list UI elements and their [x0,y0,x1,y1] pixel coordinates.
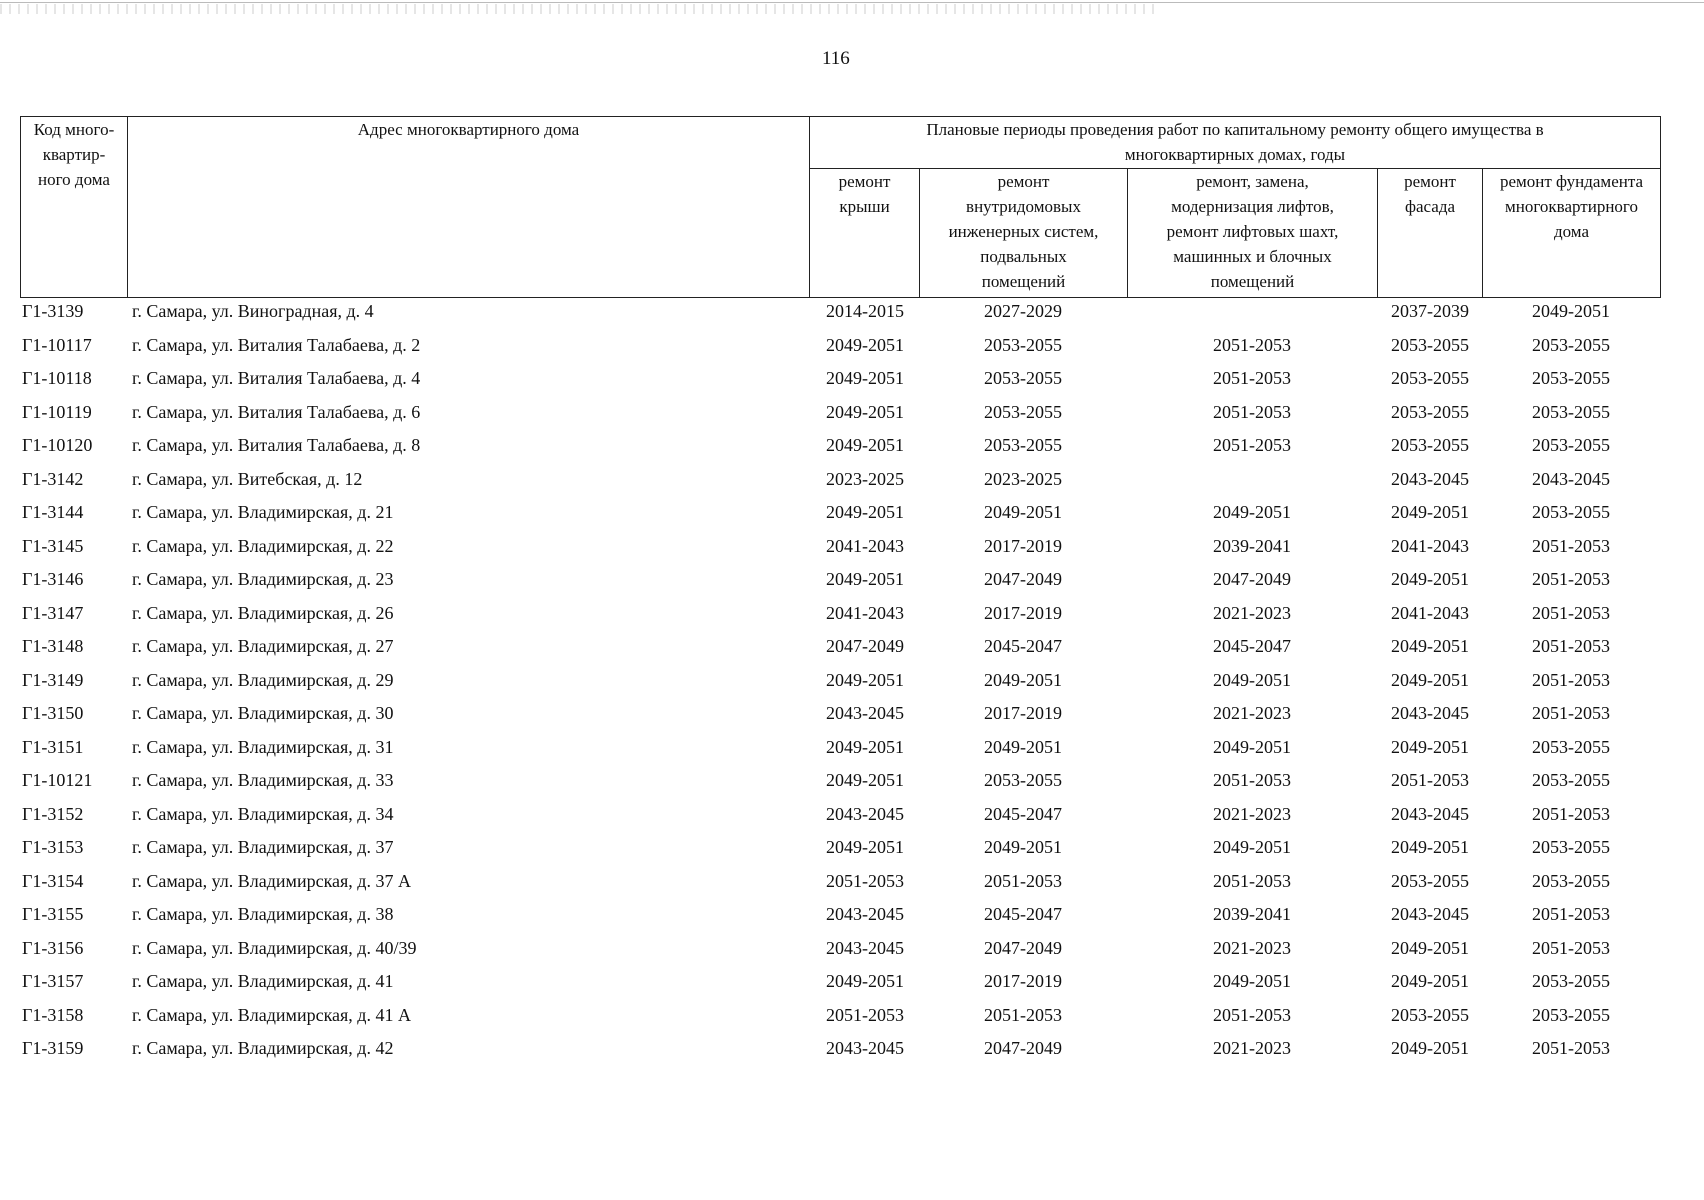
cell-foundation: 2053-2055 [1532,1005,1610,1025]
cell-roof: 2023-2025 [826,469,904,489]
cell-address: г. Самара, ул. Владимирская, д. 37 А [132,871,411,891]
cell-lift: 2049-2051 [1213,737,1291,757]
cell-engineering: 2049-2051 [984,670,1062,690]
cell-foundation: 2051-2053 [1532,938,1610,958]
cell-facade: 2043-2045 [1391,904,1469,924]
table-row [0,737,1704,771]
cell-roof: 2049-2051 [826,335,904,355]
cell-foundation: 2053-2055 [1532,837,1610,857]
cell-engineering: 2045-2047 [984,904,1062,924]
cell-roof: 2047-2049 [826,636,904,656]
header-code: Код много- квартир- ного дома [20,116,128,298]
cell-roof: 2049-2051 [826,569,904,589]
cell-address: г. Самара, ул. Владимирская, д. 40/39 [132,938,417,958]
table-row [0,435,1704,469]
table-row [0,670,1704,704]
cell-foundation: 2051-2053 [1532,536,1610,556]
cell-address: г. Самара, ул. Владимирская, д. 41 А [132,1005,411,1025]
cell-lift: 2051-2053 [1213,770,1291,790]
cell-address: г. Самара, ул. Витебская, д. 12 [132,469,363,489]
header-engineering: ремонт внутридомовых инженерных систем, подвальных помещений [919,168,1128,298]
cell-lift: 2049-2051 [1213,670,1291,690]
table-row [0,871,1704,905]
cell-code: Г1-3152 [22,804,84,824]
cell-address: г. Самара, ул. Владимирская, д. 41 [132,971,394,991]
cell-roof: 2051-2053 [826,871,904,891]
cell-foundation: 2053-2055 [1532,368,1610,388]
cell-engineering: 2047-2049 [984,938,1062,958]
cell-engineering: 2053-2055 [984,402,1062,422]
cell-roof: 2043-2045 [826,804,904,824]
cell-code: Г1-3154 [22,871,84,891]
cell-roof: 2049-2051 [826,368,904,388]
header-foundation: ремонт фундамента многоквартирного дома [1482,168,1661,298]
cell-engineering: 2053-2055 [984,435,1062,455]
cell-engineering: 2049-2051 [984,502,1062,522]
cell-engineering: 2017-2019 [984,536,1062,556]
cell-foundation: 2053-2055 [1532,871,1610,891]
cell-code: Г1-10119 [22,402,92,422]
header-facade: ремонт фасада [1377,168,1483,298]
cell-foundation: 2053-2055 [1532,402,1610,422]
cell-code: Г1-10120 [22,435,93,455]
cell-engineering: 2053-2055 [984,335,1062,355]
cell-engineering: 2049-2051 [984,737,1062,757]
cell-roof: 2043-2045 [826,703,904,723]
cell-facade: 2049-2051 [1391,636,1469,656]
cell-roof: 2051-2053 [826,1005,904,1025]
cell-facade: 2049-2051 [1391,737,1469,757]
cell-facade: 2053-2055 [1391,335,1469,355]
cell-lift: 2051-2053 [1213,402,1291,422]
cell-engineering: 2053-2055 [984,368,1062,388]
cell-facade: 2049-2051 [1391,569,1469,589]
cell-lift: 2051-2053 [1213,368,1291,388]
table-row [0,469,1704,503]
table-row [0,904,1704,938]
cell-roof: 2049-2051 [826,435,904,455]
cell-facade: 2049-2051 [1391,1038,1469,1058]
cell-lift: 2021-2023 [1213,703,1291,723]
cell-address: г. Самара, ул. Владимирская, д. 34 [132,804,394,824]
header-periods: Плановые периоды проведения работ по капитальному ремонту общего имущества в многоквартирных домах, годы [809,116,1661,169]
table-row [0,971,1704,1005]
cell-code: Г1-3149 [22,670,84,690]
cell-address: г. Самара, ул. Виталия Талабаева, д. 4 [132,368,421,388]
cell-address: г. Самара, ул. Владимирская, д. 26 [132,603,394,623]
cell-facade: 2043-2045 [1391,703,1469,723]
cell-code: Г1-3158 [22,1005,84,1025]
cell-address: г. Самара, ул. Владимирская, д. 21 [132,502,394,522]
cell-engineering: 2053-2055 [984,770,1062,790]
cell-code: Г1-3147 [22,603,84,623]
header-address: Адрес многоквартирного дома [127,116,810,298]
cell-roof: 2049-2051 [826,971,904,991]
cell-foundation: 2053-2055 [1532,971,1610,991]
cell-engineering: 2047-2049 [984,569,1062,589]
cell-address: г. Самара, ул. Владимирская, д. 38 [132,904,394,924]
page-number: 116 [822,48,850,69]
cell-code: Г1-3151 [22,737,84,757]
cell-address: г. Самара, ул. Владимирская, д. 37 [132,837,394,857]
cell-code: Г1-3144 [22,502,84,522]
cell-lift: 2021-2023 [1213,603,1291,623]
cell-roof: 2043-2045 [826,938,904,958]
cell-engineering: 2023-2025 [984,469,1062,489]
cell-facade: 2049-2051 [1391,837,1469,857]
cell-address: г. Самара, ул. Виталия Талабаева, д. 6 [132,402,421,422]
cell-lift: 2049-2051 [1213,971,1291,991]
cell-foundation: 2043-2045 [1532,469,1610,489]
cell-roof: 2049-2051 [826,837,904,857]
table-row [0,837,1704,871]
cell-foundation: 2051-2053 [1532,1038,1610,1058]
cell-code: Г1-10117 [22,335,92,355]
cell-foundation: 2053-2055 [1532,737,1610,757]
cell-lift: 2051-2053 [1213,871,1291,891]
cell-address: г. Самара, ул. Владимирская, д. 23 [132,569,394,589]
cell-engineering: 2017-2019 [984,971,1062,991]
cell-address: г. Самара, ул. Виталия Талабаева, д. 8 [132,435,421,455]
cell-engineering: 2027-2029 [984,301,1062,321]
cell-address: г. Самара, ул. Владимирская, д. 22 [132,536,394,556]
cell-facade: 2053-2055 [1391,435,1469,455]
table-row [0,1005,1704,1039]
cell-address: г. Самара, ул. Владимирская, д. 29 [132,670,394,690]
cell-facade: 2041-2043 [1391,536,1469,556]
cell-lift: 2049-2051 [1213,502,1291,522]
cell-engineering: 2045-2047 [984,804,1062,824]
cell-lift: 2049-2051 [1213,837,1291,857]
table-row [0,770,1704,804]
table-row [0,335,1704,369]
cell-foundation: 2051-2053 [1532,670,1610,690]
cell-facade: 2043-2045 [1391,469,1469,489]
cell-facade: 2049-2051 [1391,502,1469,522]
cell-roof: 2049-2051 [826,502,904,522]
cell-facade: 2043-2045 [1391,804,1469,824]
cell-roof: 2041-2043 [826,603,904,623]
cell-engineering: 2051-2053 [984,871,1062,891]
table-row [0,368,1704,402]
cell-foundation: 2051-2053 [1532,904,1610,924]
table-row [0,636,1704,670]
cell-engineering: 2017-2019 [984,603,1062,623]
cell-address: г. Самара, ул. Владимирская, д. 31 [132,737,394,757]
cell-facade: 2049-2051 [1391,938,1469,958]
cell-code: Г1-3153 [22,837,84,857]
table-row [0,938,1704,972]
cell-facade: 2053-2055 [1391,1005,1469,1025]
cell-foundation: 2051-2053 [1532,636,1610,656]
cell-lift: 2021-2023 [1213,938,1291,958]
cell-code: Г1-10121 [22,770,93,790]
table-row [0,402,1704,436]
cell-engineering: 2047-2049 [984,1038,1062,1058]
cell-code: Г1-10118 [22,368,92,388]
cell-foundation: 2051-2053 [1532,703,1610,723]
cell-engineering: 2017-2019 [984,703,1062,723]
cell-roof: 2014-2015 [826,301,904,321]
cell-foundation: 2049-2051 [1532,301,1610,321]
cell-address: г. Самара, ул. Виноградная, д. 4 [132,301,374,321]
cell-code: Г1-3150 [22,703,84,723]
cell-lift: 2051-2053 [1213,1005,1291,1025]
cell-code: Г1-3157 [22,971,84,991]
header-roof: ремонт крыши [809,168,920,298]
cell-address: г. Самара, ул. Виталия Талабаева, д. 2 [132,335,421,355]
cell-foundation: 2051-2053 [1532,603,1610,623]
table-row [0,703,1704,737]
cell-foundation: 2051-2053 [1532,569,1610,589]
cell-address: г. Самара, ул. Владимирская, д. 42 [132,1038,394,1058]
cell-code: Г1-3159 [22,1038,84,1058]
cell-facade: 2053-2055 [1391,368,1469,388]
cell-lift: 2045-2047 [1213,636,1291,656]
cell-facade: 2051-2053 [1391,770,1469,790]
cell-lift: 2051-2053 [1213,435,1291,455]
cell-lift: 2047-2049 [1213,569,1291,589]
cell-foundation: 2053-2055 [1532,502,1610,522]
cell-code: Г1-3155 [22,904,84,924]
cell-roof: 2043-2045 [826,904,904,924]
table-row [0,1038,1704,1072]
cell-code: Г1-3145 [22,536,84,556]
cell-code: Г1-3142 [22,469,84,489]
table-row [0,804,1704,838]
cell-foundation: 2051-2053 [1532,804,1610,824]
cell-facade: 2037-2039 [1391,301,1469,321]
table-row [0,301,1704,335]
cell-address: г. Самара, ул. Владимирская, д. 33 [132,770,394,790]
cell-lift: 2051-2053 [1213,335,1291,355]
cell-address: г. Самара, ул. Владимирская, д. 30 [132,703,394,723]
cell-roof: 2049-2051 [826,737,904,757]
cell-code: Г1-3156 [22,938,84,958]
cell-facade: 2041-2043 [1391,603,1469,623]
cell-lift: 2021-2023 [1213,804,1291,824]
cell-lift: 2039-2041 [1213,536,1291,556]
cell-roof: 2043-2045 [826,1038,904,1058]
cell-roof: 2041-2043 [826,536,904,556]
cell-facade: 2053-2055 [1391,402,1469,422]
table-row [0,569,1704,603]
cell-roof: 2049-2051 [826,402,904,422]
scan-edge-line [0,2,1704,3]
cell-facade: 2049-2051 [1391,971,1469,991]
cell-foundation: 2053-2055 [1532,435,1610,455]
cell-foundation: 2053-2055 [1532,335,1610,355]
cell-engineering: 2051-2053 [984,1005,1062,1025]
header-lift: ремонт, замена, модернизация лифтов, ремонт лифтовых шахт, машинных и блочных помещений [1127,168,1378,298]
table-row [0,536,1704,570]
cell-engineering: 2049-2051 [984,837,1062,857]
cell-code: Г1-3146 [22,569,84,589]
cell-code: Г1-3139 [22,301,84,321]
scan-noise [0,4,1160,14]
table-row [0,603,1704,637]
cell-foundation: 2053-2055 [1532,770,1610,790]
cell-lift: 2039-2041 [1213,904,1291,924]
cell-engineering: 2045-2047 [984,636,1062,656]
table-row [0,502,1704,536]
cell-roof: 2049-2051 [826,670,904,690]
cell-address: г. Самара, ул. Владимирская, д. 27 [132,636,394,656]
cell-facade: 2049-2051 [1391,670,1469,690]
cell-lift: 2021-2023 [1213,1038,1291,1058]
cell-facade: 2053-2055 [1391,871,1469,891]
cell-roof: 2049-2051 [826,770,904,790]
cell-code: Г1-3148 [22,636,84,656]
